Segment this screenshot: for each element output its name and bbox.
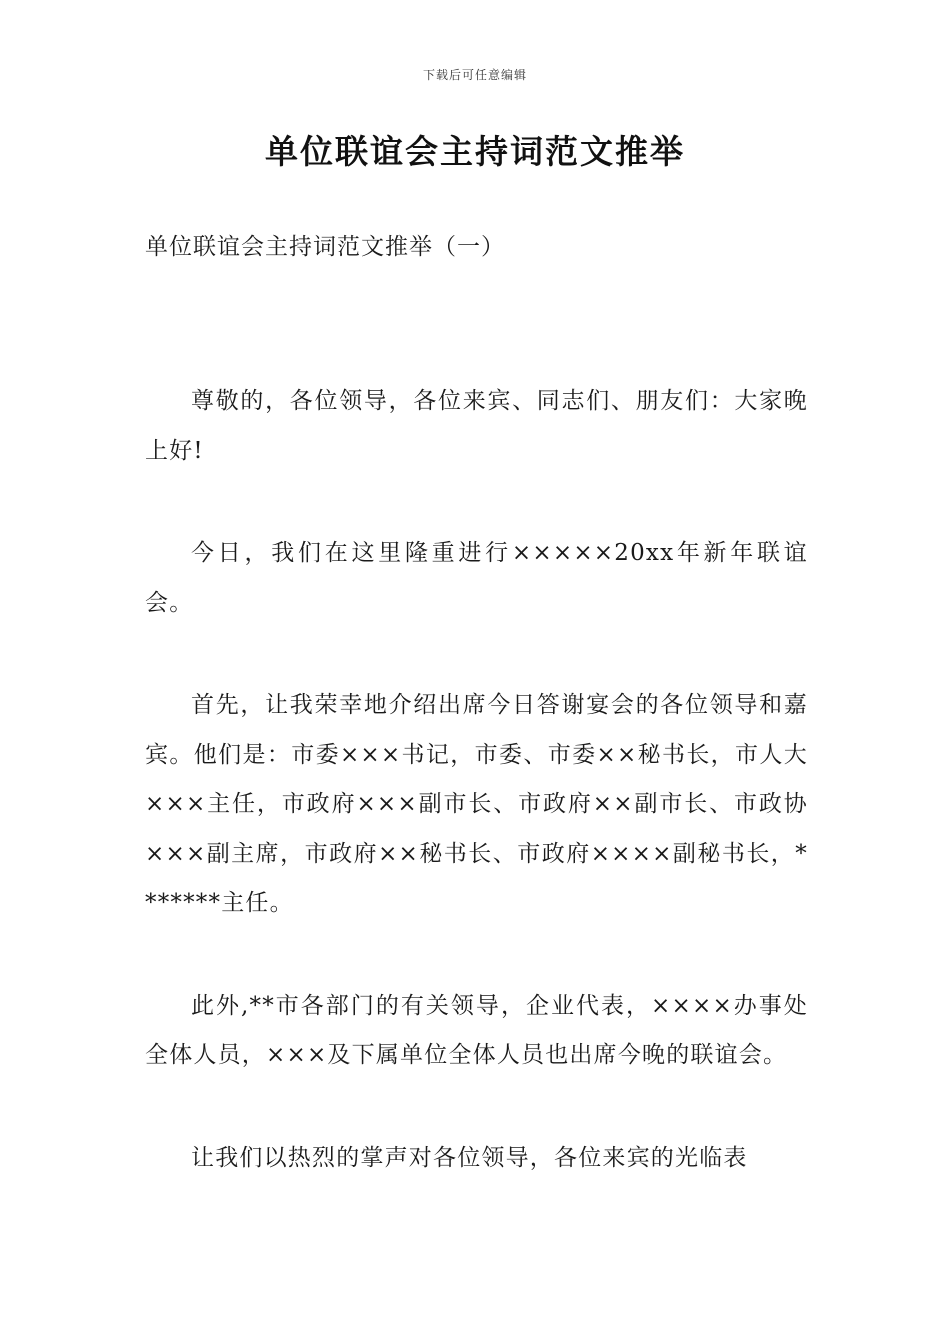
paragraph-applause: 让我们以热烈的掌声对各位领导，各位来宾的光临表 [191,1144,748,1171]
paragraph-attendees: 此外,**市各部门的有关领导，企业代表，××××办事处全体人员，×××及下属单位全体人员也出席今晚的联谊会。 [145,992,808,1068]
paragraph-opening: 今日，我们在这里隆重进行×××××20xx年新年联谊会。 [145,540,808,616]
document-title: 单位联谊会主持词范文推举 [265,132,685,171]
paragraph-guests: 首先，让我荣幸地介绍出席今日答谢宴会的各位领导和嘉宾。他们是：市委×××书记，市委、市委××秘书长，市人大×××主任，市政府×××副市长、市政府××副市长、市政协×××副主席，市政府××秘书长、市政府××××副秘书长，*******主任。 [145,692,808,916]
header-note: 下载后可任意编辑 [422,68,527,82]
paragraph-greeting: 尊敬的，各位领导，各位来宾、同志们、朋友们：大家晚上好! [145,388,808,464]
section-heading: 单位联谊会主持词范文推举（一） [145,234,505,260]
document-body [145,377,808,1236]
